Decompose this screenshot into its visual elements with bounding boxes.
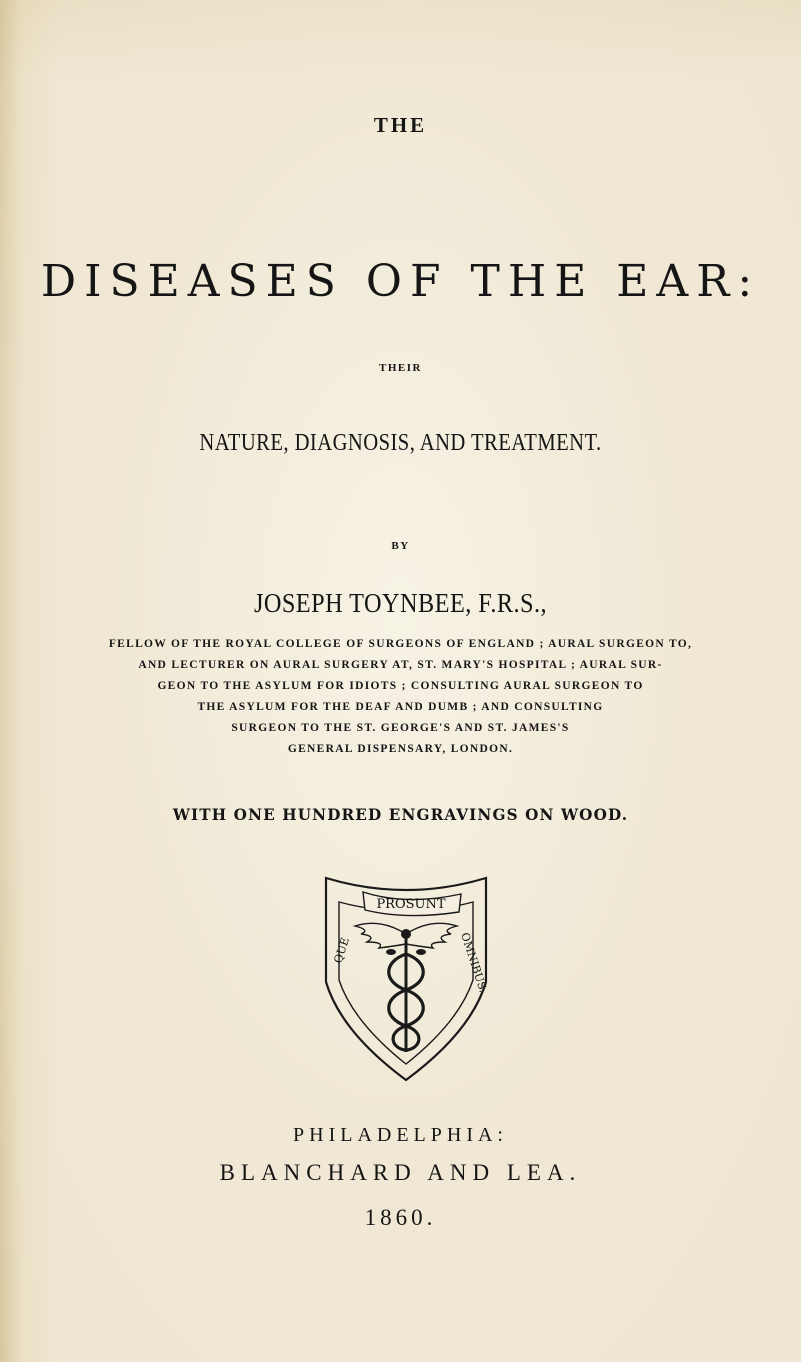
byline-label: BY (391, 540, 410, 552)
credentials-line: GEON TO THE ASYLUM FOR IDIOTS ; CONSULTING AURAL SURGEON TO (157, 680, 644, 692)
credentials-line: THE ASYLUM FOR THE DEAF AND DUMB ; AND CONSULTING (197, 701, 604, 713)
book-title: DISEASES OF THE EAR: (40, 256, 761, 307)
illustrations-note: WITH ONE HUNDRED ENGRAVINGS ON WOOD. (172, 805, 629, 824)
author-credentials (98, 634, 703, 760)
credentials-line: SURGEON TO THE ST. GEORGE'S AND ST. JAMES'S (231, 722, 570, 734)
emblem-motto-top: PROSUNT (376, 897, 446, 912)
emblem-motto-left: QUE (331, 935, 352, 965)
publisher-name: BLANCHARD AND LEA. (219, 1160, 582, 1185)
title-connector: THEIR (379, 362, 422, 374)
pre-title: THE (373, 113, 428, 137)
publication-year: 1860. (364, 1205, 437, 1230)
publication-city: PHILADELPHIA: (293, 1124, 508, 1146)
caduceus-shield-icon (321, 872, 491, 1084)
author-name: JOSEPH TOYNBEE, F.R.S., (253, 588, 548, 618)
book-subtitle: NATURE, DIAGNOSIS, AND TREATMENT. (199, 430, 602, 456)
credentials-line: FELLOW OF THE ROYAL COLLEGE OF SURGEONS OF ENGLAND ; AURAL SURGEON TO, (108, 638, 693, 650)
credentials-line: GENERAL DISPENSARY, LONDON. (287, 743, 514, 755)
emblem-motto-right: OMNIBUS. (458, 930, 490, 995)
credentials-line: AND LECTURER ON AURAL SURGERY AT, ST. MARY'S HOSPITAL ; AURAL SUR- (138, 659, 663, 671)
